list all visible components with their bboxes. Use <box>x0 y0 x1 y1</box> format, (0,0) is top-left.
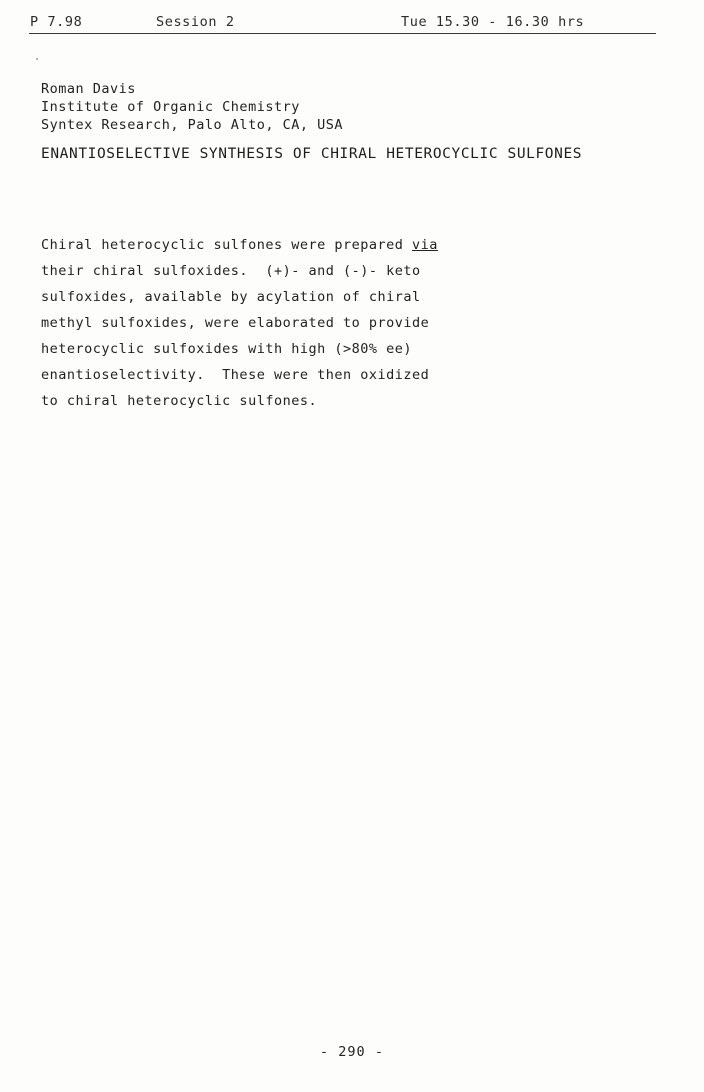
author-name: Roman Davis <box>41 81 136 97</box>
abstract-line-5: heterocyclic sulfoxides with high (>80% ee) <box>41 341 412 357</box>
page-title: ENANTIOSELECTIVE SYNTHESIS OF CHIRAL HETEROCYCLIC SULFONES <box>41 146 583 162</box>
abstract-line-1 <box>41 232 621 258</box>
header-paper-code: P 7.98 <box>30 14 83 30</box>
header-session: Session 2 <box>156 14 235 30</box>
scan-speck <box>36 58 38 60</box>
page-number: - 290 - <box>320 1044 384 1060</box>
abstract-line-1-emphasis: via <box>412 237 438 253</box>
author-block <box>41 80 343 134</box>
abstract-line-3: sulfoxides, available by acylation of chiral <box>41 289 421 305</box>
abstract-line-2: their chiral sulfoxides. (+)- and (-)- keto <box>41 263 421 279</box>
abstract-line-6: enantioselectivity. These were then oxidized <box>41 367 430 383</box>
abstract-line-1-text: Chiral heterocyclic sulfones were prepared <box>41 237 412 253</box>
author-affiliation: Syntex Research, Palo Alto, CA, USA <box>41 117 343 133</box>
header-time-slot: Tue 15.30 - 16.30 hrs <box>401 14 585 30</box>
author-institute: Institute of Organic Chemistry <box>41 99 300 115</box>
abstract-body <box>41 232 621 414</box>
abstract-line-7: to chiral heterocyclic sulfones. <box>41 393 318 409</box>
abstract-line-4: methyl sulfoxides, were elaborated to provide <box>41 315 430 331</box>
header-divider <box>29 33 656 34</box>
